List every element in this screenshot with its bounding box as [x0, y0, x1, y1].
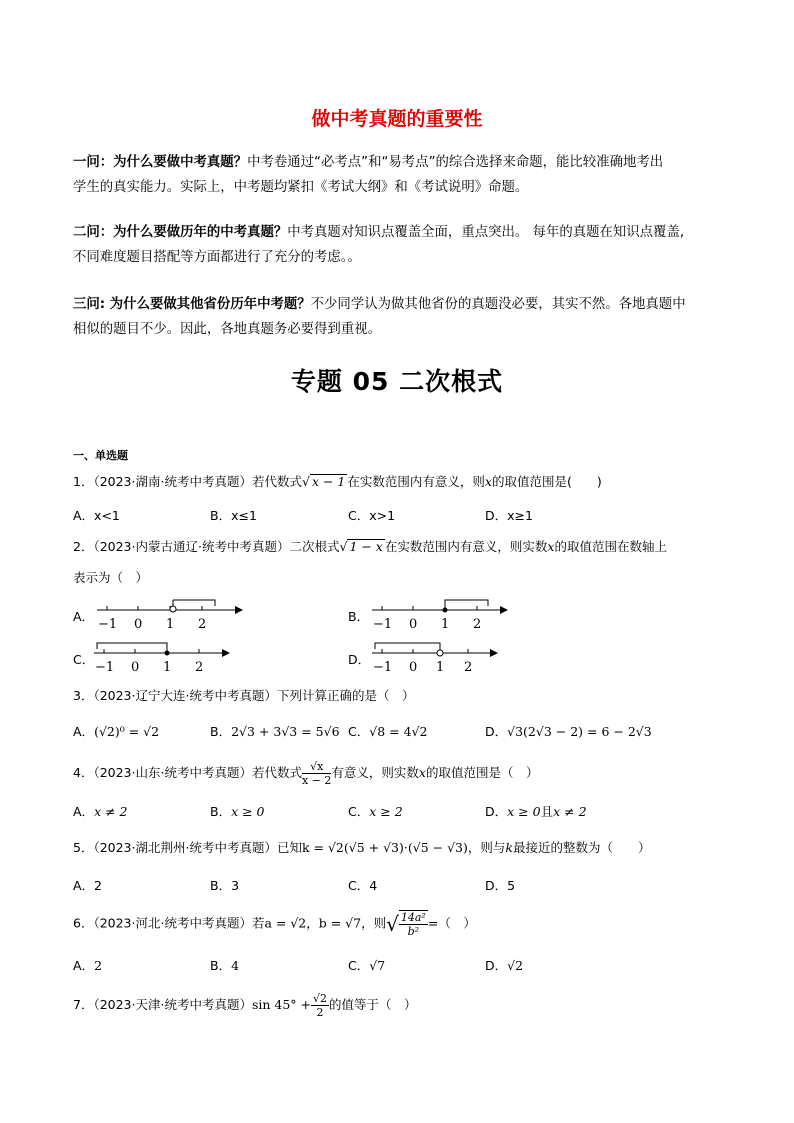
tick-label: 2	[195, 660, 204, 675]
q4-option-d-and: 且	[540, 804, 554, 819]
q6-stem-mid: ，则	[361, 915, 387, 931]
question-4	[73, 760, 538, 787]
q6-option-d[interactable]	[485, 956, 523, 974]
q2-option-d-label[interactable]: D．	[348, 652, 371, 667]
question-1: 1．（2023·湖南·统考中考真题）若代数式√ x − 1 在实数范围内有意义，则x的取值范围是( )	[73, 474, 602, 489]
q5-stem-end: 最接近的整数为（ ）	[512, 840, 651, 855]
q6-numerator: 14a²	[400, 911, 426, 924]
option-label: B．	[210, 804, 232, 819]
q7-numerator: √2	[313, 992, 328, 1005]
intro-text-3a: 不少同学认为做其他省份的真题没必要，其实不然。各地真题中	[310, 297, 686, 312]
option-label: B．	[210, 958, 232, 973]
q7-denominator: 2	[316, 1006, 324, 1019]
option-label: A．	[73, 804, 95, 819]
q4-stem-end: 的取值范围是（ ）	[425, 765, 539, 780]
q4-variable: x	[418, 765, 426, 780]
q1-option-b[interactable]: B．x≤1	[210, 508, 257, 523]
q4-option-b[interactable]	[210, 802, 265, 820]
intro-text-2b: 不同难度题目搭配等方面都进行了充分的考虑。。	[73, 250, 361, 265]
q4-option-d[interactable]	[485, 802, 587, 820]
q3-option-c[interactable]	[348, 722, 427, 740]
q6-option-c-expr: √7	[369, 958, 386, 973]
q2-variable: x	[547, 539, 555, 554]
intro-question-1: 一问：为什么要做中考真题？	[73, 155, 248, 170]
tick-label: 1	[441, 617, 450, 632]
q1-stem-end: 的取值范围是( )	[491, 474, 602, 489]
q4-option-b-expr: x ≥ 0	[231, 804, 265, 819]
q2-option-b-label[interactable]: B．	[348, 609, 370, 624]
option-label: C．	[348, 724, 370, 739]
option-label: D．	[485, 724, 508, 739]
q2-option-a-label[interactable]: A．	[73, 609, 95, 624]
q6-fraction	[399, 910, 428, 938]
q6-option-a[interactable]	[73, 956, 102, 974]
q3-option-a[interactable]	[73, 722, 159, 740]
q1-radicand: x − 1	[311, 474, 346, 489]
question-6: 6．（2023·河北·统考中考真题）若a = √2，b = √7，则√ $\frac{\text{14a²}}{\text{b²}}$ =（ ）	[73, 911, 476, 938]
q3-option-b[interactable]	[210, 722, 340, 740]
tick-label: 0	[409, 617, 418, 632]
q2-stem-line2: 表示为（ ）	[73, 570, 149, 585]
q1-option-a[interactable]: A．x<1	[73, 508, 120, 523]
question-3: 3．（2023·辽宁大连·统考中考真题）下列计算正确的是（ ）	[73, 688, 415, 703]
tick-label: −1	[98, 617, 118, 632]
q5-option-a[interactable]: A．2	[73, 878, 103, 893]
page-heading: 做中考真题的重要性	[311, 108, 483, 130]
q2-numberline-a[interactable]	[95, 596, 245, 632]
option-label: C．	[348, 958, 370, 973]
q1-stem-start: 1．（2023·湖南·统考中考真题）若代数式	[73, 474, 302, 489]
option-label: D．	[485, 958, 508, 973]
q3-option-a-expr: (√2)⁰ = √2	[94, 724, 160, 739]
q2-numberline-b[interactable]	[370, 596, 520, 632]
q3-option-c-expr: √8 = 4√2	[369, 724, 428, 739]
q2-option-c-label[interactable]: C．	[73, 652, 95, 667]
q5-stem-mid: ，则与	[467, 840, 506, 855]
q3-option-b-expr: 2√3 + 3√3 = 5√6	[231, 724, 340, 739]
topic-title: 专题 05 二次根式	[290, 367, 504, 396]
q1-variable: x	[484, 474, 492, 489]
q4-stem-start: 4．（2023·山东·统考中考真题）若代数式	[73, 765, 302, 780]
q7-stem-start: 7．（2023·天津·统考中考真题）	[73, 997, 252, 1012]
q1-stem-mid: 在实数范围内有意义，则	[347, 474, 485, 489]
intro-text-3b: 相似的题目不少。因此，各地真题务必要得到重视。	[73, 322, 381, 337]
q2-numberline-d[interactable]	[370, 639, 520, 675]
q1-option-d[interactable]: D．x≥1	[485, 508, 533, 523]
q4-numerator: √x	[302, 760, 331, 774]
question-2: 2．（2023·内蒙古通辽·统考中考真题）二次根式√ 1 − x 在实数范围内有意义，则实数x的取值范围在数轴上	[73, 539, 667, 554]
q4-option-a[interactable]	[73, 802, 128, 820]
q5-option-b[interactable]: B．3	[210, 878, 240, 893]
tick-label: 2	[473, 617, 482, 632]
tick-label: 0	[134, 617, 143, 632]
q6-option-c[interactable]	[348, 956, 385, 974]
option-label: A．	[73, 724, 95, 739]
tick-label: 2	[464, 660, 473, 675]
intro-question-2: 二问：为什么要做历年的中考真题？	[73, 225, 288, 240]
q5-option-d[interactable]: D．5	[485, 878, 516, 893]
q4-option-c-expr: x ≥ 2	[369, 804, 403, 819]
q5-expression: k = √2(√5 + √3)·(√5 − √3)	[301, 840, 468, 855]
intro-question-3: 三问: 为什么要做其他省份历年中考题？	[73, 297, 311, 312]
q3-option-d-expr: √3(2√3 − 2) = 6 − 2√3	[507, 724, 652, 739]
q4-option-a-expr: x ≠ 2	[94, 804, 128, 819]
tick-label: 0	[131, 660, 140, 675]
option-label: B．	[210, 724, 232, 739]
q4-denominator: x − 2	[301, 774, 332, 787]
q5-stem-start: 5．（2023·湖北荆州·统考中考真题）已知	[73, 840, 302, 855]
tick-label: 1	[163, 660, 172, 675]
q6-expression: a = √2，b = √7	[264, 915, 362, 931]
q5-option-c[interactable]: C．4	[348, 878, 378, 893]
q7-fraction	[311, 992, 329, 1019]
q2-stem-mid: 在实数范围内有意义，则实数	[384, 539, 548, 554]
q2-numberline-c[interactable]	[92, 639, 242, 675]
tick-label: −1	[95, 660, 115, 675]
option-label: C．	[348, 804, 370, 819]
intro-text-1a: 中考卷通过“必考点”和“易考点”的综合选择来命题，能比较准确地考出	[247, 155, 664, 170]
intro-paragraph-2	[73, 220, 733, 270]
tick-label: 0	[409, 660, 418, 675]
tick-label: −1	[373, 660, 393, 675]
q3-option-d[interactable]	[485, 722, 652, 740]
q4-option-d-expr-2: x ≠ 2	[553, 804, 587, 819]
q2-stem-end: 的取值范围在数轴上	[554, 539, 667, 554]
option-label: A．	[73, 958, 95, 973]
intro-text-2a: 中考真题对知识点覆盖全面，重点突出。 每年的真题在知识点覆盖,	[287, 225, 685, 240]
q2-radicand: 1 − x	[349, 539, 383, 554]
q4-option-c[interactable]	[348, 802, 403, 820]
q7-stem-end: 的值等于（ ）	[329, 997, 417, 1012]
q4-fraction	[302, 760, 331, 787]
q6-option-a-expr: 2	[94, 958, 103, 973]
option-label: D．	[485, 804, 508, 819]
question-7	[73, 992, 417, 1019]
tick-label: 1	[436, 660, 445, 675]
section-label: 一、单选题	[73, 449, 128, 462]
tick-label: 1	[166, 617, 175, 632]
q6-option-d-expr: √2	[507, 958, 524, 973]
q6-option-b-expr: 4	[231, 958, 240, 973]
q6-option-b[interactable]	[210, 956, 239, 974]
q6-denominator: b²	[407, 925, 420, 938]
intro-paragraph-3	[73, 292, 733, 342]
q4-stem-mid: 有意义，则实数	[331, 765, 419, 780]
q2-stem-start: 2．（2023·内蒙古通辽·统考中考真题）二次根式	[73, 539, 340, 554]
q4-option-d-expr-1: x ≥ 0	[507, 804, 541, 819]
q5-variable: k	[505, 840, 513, 855]
q7-expression: sin 45° +	[251, 997, 312, 1012]
intro-paragraph-1	[73, 150, 733, 200]
q6-stem-end: =（ ）	[427, 915, 476, 931]
tick-label: −1	[373, 617, 393, 632]
q1-option-c[interactable]: C．x>1	[348, 508, 396, 523]
question-5	[73, 838, 650, 856]
intro-text-1b: 学生的真实能力。实际上，中考题均紧扣《考试大纲》和《考试说明》命题。	[73, 180, 529, 195]
tick-label: 2	[198, 617, 207, 632]
q6-stem-start: 6．（2023·河北·统考中考真题）若	[73, 915, 265, 931]
